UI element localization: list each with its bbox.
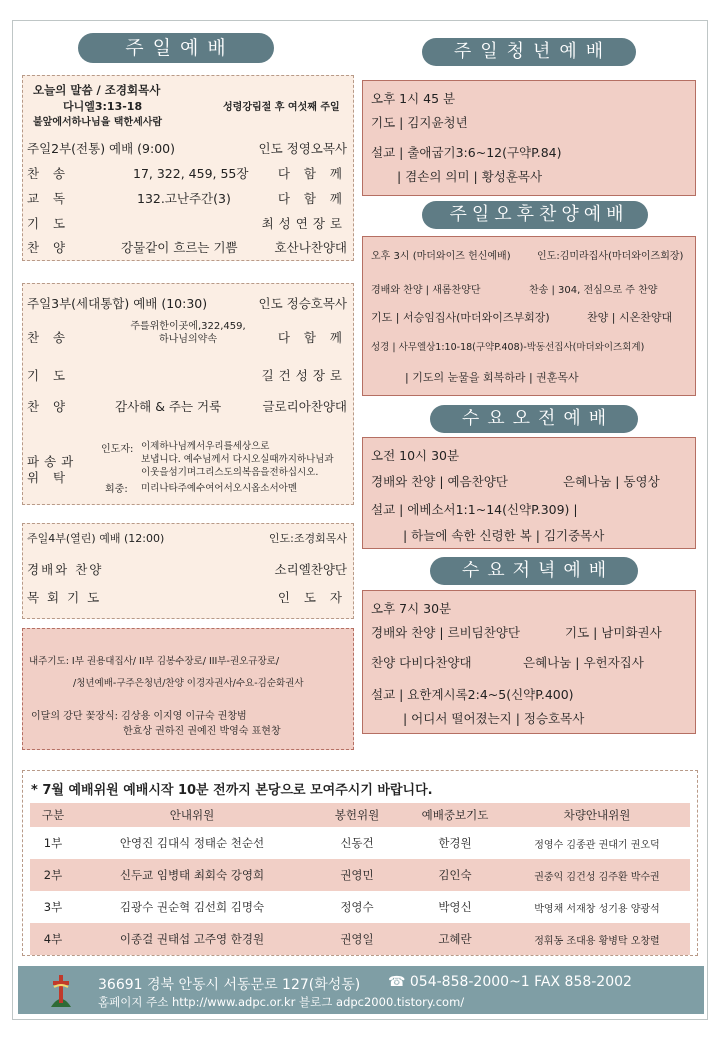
youth-time: 오후 1시 45 분 [371,91,456,106]
wed-pm-box [362,590,696,734]
sermon-season: 성령강림절 후 여섯째 주일 [223,102,340,113]
committee-table [30,803,690,955]
wed-am-time: 오전 10시 30분 [371,448,460,463]
commission-people-label: 회중: [105,484,128,495]
commission-leader-text: 이제하나님께서우리를세상으로 보냅니다. 예수님께서 다시오실때까지하나님과 이웃을섬기며그리스도의복음을전하십시오. [141,441,334,478]
table-cell: 신두교 임병태 최회숙 강영희 [76,859,308,891]
table-cell: 정영수 [308,891,406,923]
s2-row2-content: 132.고난주간(3) [137,191,231,206]
s2-row1-by: 다 함 께 [277,166,347,181]
wed-pm-title: 수요저녁예배 [430,557,638,585]
table-cell: 박영채 서재창 성기용 양광석 [504,891,690,923]
notes-line2: /청년예배-구주은청년/찬양 이경자권사/수요-김순화권사 [73,678,304,689]
s3-row3-by: 글로리아찬양대 [262,399,347,414]
table-cell: 정휘동 조대용 황병탁 오창렬 [504,923,690,955]
sermon-passage: 다니엘3:13-18 [63,100,143,113]
service4-header: 주일4부(열린) 예배 (12:00) [27,532,165,545]
col-header: 봉헌위원 [308,803,406,827]
service2-leader: 인도 정영오목사 [258,141,347,156]
table-cell: 2부 [30,859,76,891]
praise-sermon: | 기도의 눈물을 회복하라 | 권훈목사 [405,371,579,384]
table-cell: 권영일 [308,923,406,955]
committee-header-row [30,803,690,827]
wed-am-sermon: 설교 | 에베소서1:1~14(신약P.309) | [371,502,578,517]
col-header: 안내위원 [76,803,308,827]
church-logo-icon [48,971,74,1009]
table-cell: 정영수 김종관 권대기 권오덕 [504,827,690,859]
sermon-title: 불앞에서하나님을 택한세사람 [33,117,163,128]
commission-leader-label: 인도자: [101,444,134,455]
youth-title: 주일청년예배 [422,38,636,66]
praise-prayer: 기도 | 서승임집사(마더와이즈부회장) [371,311,550,324]
s2-row4-content: 강물같이 흐르는 기쁨 [121,240,238,255]
wed-pm-prayer: 기도 | 남미화권사 [565,625,662,640]
wed-am-worship: 경배와 찬양 | 예음찬양단 [371,474,508,489]
youth-sermon-title: | 겸손의 의미 | 황성훈목사 [397,169,543,184]
table-row [30,859,690,891]
youth-box [362,80,696,196]
notes-box [22,628,354,750]
s3-row1-by: 다 함 께 [277,330,347,345]
col-header: 예배중보기도 [406,803,504,827]
committee-title: * 7월 예배위원 예배시작 10분 전까지 본당으로 모여주시기 바랍니다. [31,783,433,798]
s2-row2-by: 다 함 께 [277,191,347,206]
table-row [30,891,690,923]
s2-row1-label: 찬 송 [27,166,71,181]
s3-row1-content: 주를위한이곳에,322,459, 하나님의약속 [130,321,246,345]
notes-line3: 이달의 강단 꽃장식: 김상용 이지영 이규숙 권창범 [31,711,247,722]
notes-line4: 한효상 권하진 권예진 박영숙 표현창 [123,726,281,737]
praise-scripture: 성경 | 사무엘상1:10-18(구약P.408)-박동선집사(마더와이즈회계) [371,342,645,353]
s2-row3-by: 최성연장로 [261,216,347,231]
s2-row4-by: 호산나찬양대 [274,240,347,255]
s4-row2-label: 목 회 기 도 [27,590,102,605]
wed-pm-time: 오후 7시 30분 [371,601,452,616]
wed-am-box [362,437,696,549]
footer-phone: ☎ 054-858-2000~1 FAX 858-2002 [388,974,632,990]
service2-header: 주일2부(전통) 예배 (9:00) [27,141,176,156]
table-cell: 권중익 김건성 김주환 박수권 [504,859,690,891]
praise-title: 주일오후찬양예배 [422,201,648,229]
wed-pm-worship: 경배와 찬양 | 르비딤찬양단 [371,625,520,640]
wed-am-title: 수요오전예배 [430,405,638,433]
wed-am-offering: 은혜나눔 | 동영상 [563,474,660,489]
wed-pm-offering: 은혜나눔 | 우헌자집사 [523,655,644,670]
table-cell: 김인숙 [406,859,504,891]
table-cell: 고혜란 [406,923,504,955]
table-cell: 안영진 김대식 정태순 천순선 [76,827,308,859]
footer [18,966,704,1014]
service3-box [22,283,354,505]
praise-leader: 인도:김미라집사(마더와이즈회장) [537,251,684,262]
s2-row2-label: 교 독 [27,191,71,206]
praise-time: 오후 3시 (마더와이즈 헌신예배) [371,251,511,262]
service4-box [22,523,354,619]
commission-label1: 파송과 [27,454,79,469]
service3-leader: 인도 정승호목사 [258,296,347,311]
table-row [30,827,690,859]
youth-prayer: 기도 | 김지윤청년 [371,115,468,130]
table-cell: 4부 [30,923,76,955]
s4-row2-by: 인 도 자 [277,590,347,605]
sermon-heading: 오늘의 말씀 / 조경회목사 [33,83,161,97]
wed-pm-sermon: 설교 | 요한계시록2:4~5(신약P.400) [371,687,574,702]
commission-people-text: 미리나타주예수여어서오시옵소서아멘 [141,483,298,494]
table-cell: 박영신 [406,891,504,923]
s4-row1-by: 소리엘찬양단 [274,562,347,577]
footer-address: 36691 경북 안동시 서동문로 127(화성동) [98,977,361,993]
wed-pm-sermon-title: | 어디서 떨어졌는지 | 정승호목사 [403,711,585,726]
praise-box [362,236,696,396]
commission-label2: 위 탁 [27,470,71,485]
s3-row2-by: 길건성장로 [261,368,347,383]
s2-row4-label: 찬 양 [27,240,71,255]
s3-row1-label: 찬 송 [27,330,71,345]
s3-row2-label: 기 도 [27,368,71,383]
s2-row3-label: 기 도 [27,216,71,231]
s4-row1-label: 경배와 찬양 [27,562,104,577]
praise-worship: 경배와 찬양 | 새롬찬양단 [371,285,481,296]
table-cell: 권영민 [308,859,406,891]
wed-am-sermon-title: | 하늘에 속한 신령한 복 | 김기중목사 [403,528,605,543]
table-row [30,923,690,955]
sunday-worship-title: 주일예배 [78,33,274,63]
table-cell: 신동건 [308,827,406,859]
table-cell: 1부 [30,827,76,859]
table-cell: 한경원 [406,827,504,859]
service3-header: 주일3부(세대통합) 예배 (10:30) [27,296,208,311]
praise-hymn: 찬송 | 304, 전심으로 주 찬양 [529,285,658,296]
table-cell: 이종걸 권태섭 고주영 한경원 [76,923,308,955]
wed-pm-anthem: 찬양 다비다찬양대 [371,655,472,670]
notes-line1: 내주기도: I부 권용대집사/ II부 김봉수장로/ III부-권오규장로/ [29,656,280,667]
service4-leader: 인도:조경회목사 [268,532,347,545]
table-cell: 3부 [30,891,76,923]
s2-row1-content: 17, 322, 459, 55장 [133,166,249,181]
s3-row3-content: 감사해 & 주는 거룩 [115,399,222,414]
footer-web: 홈페이지 주소 http://www.adpc.or.kr 블로그 adpc2000.tistory.com/ [98,995,465,1009]
table-cell: 김광수 권순혁 김선희 김명숙 [76,891,308,923]
col-header: 차량안내위원 [504,803,690,827]
youth-sermon: 설교 | 출애굽기3:6~12(구약P.84) [371,145,562,160]
service2-box [22,75,354,261]
col-header: 구분 [30,803,76,827]
s3-row3-label: 찬 양 [27,399,71,414]
praise-anthem: 찬양 | 시온찬양대 [587,311,673,324]
